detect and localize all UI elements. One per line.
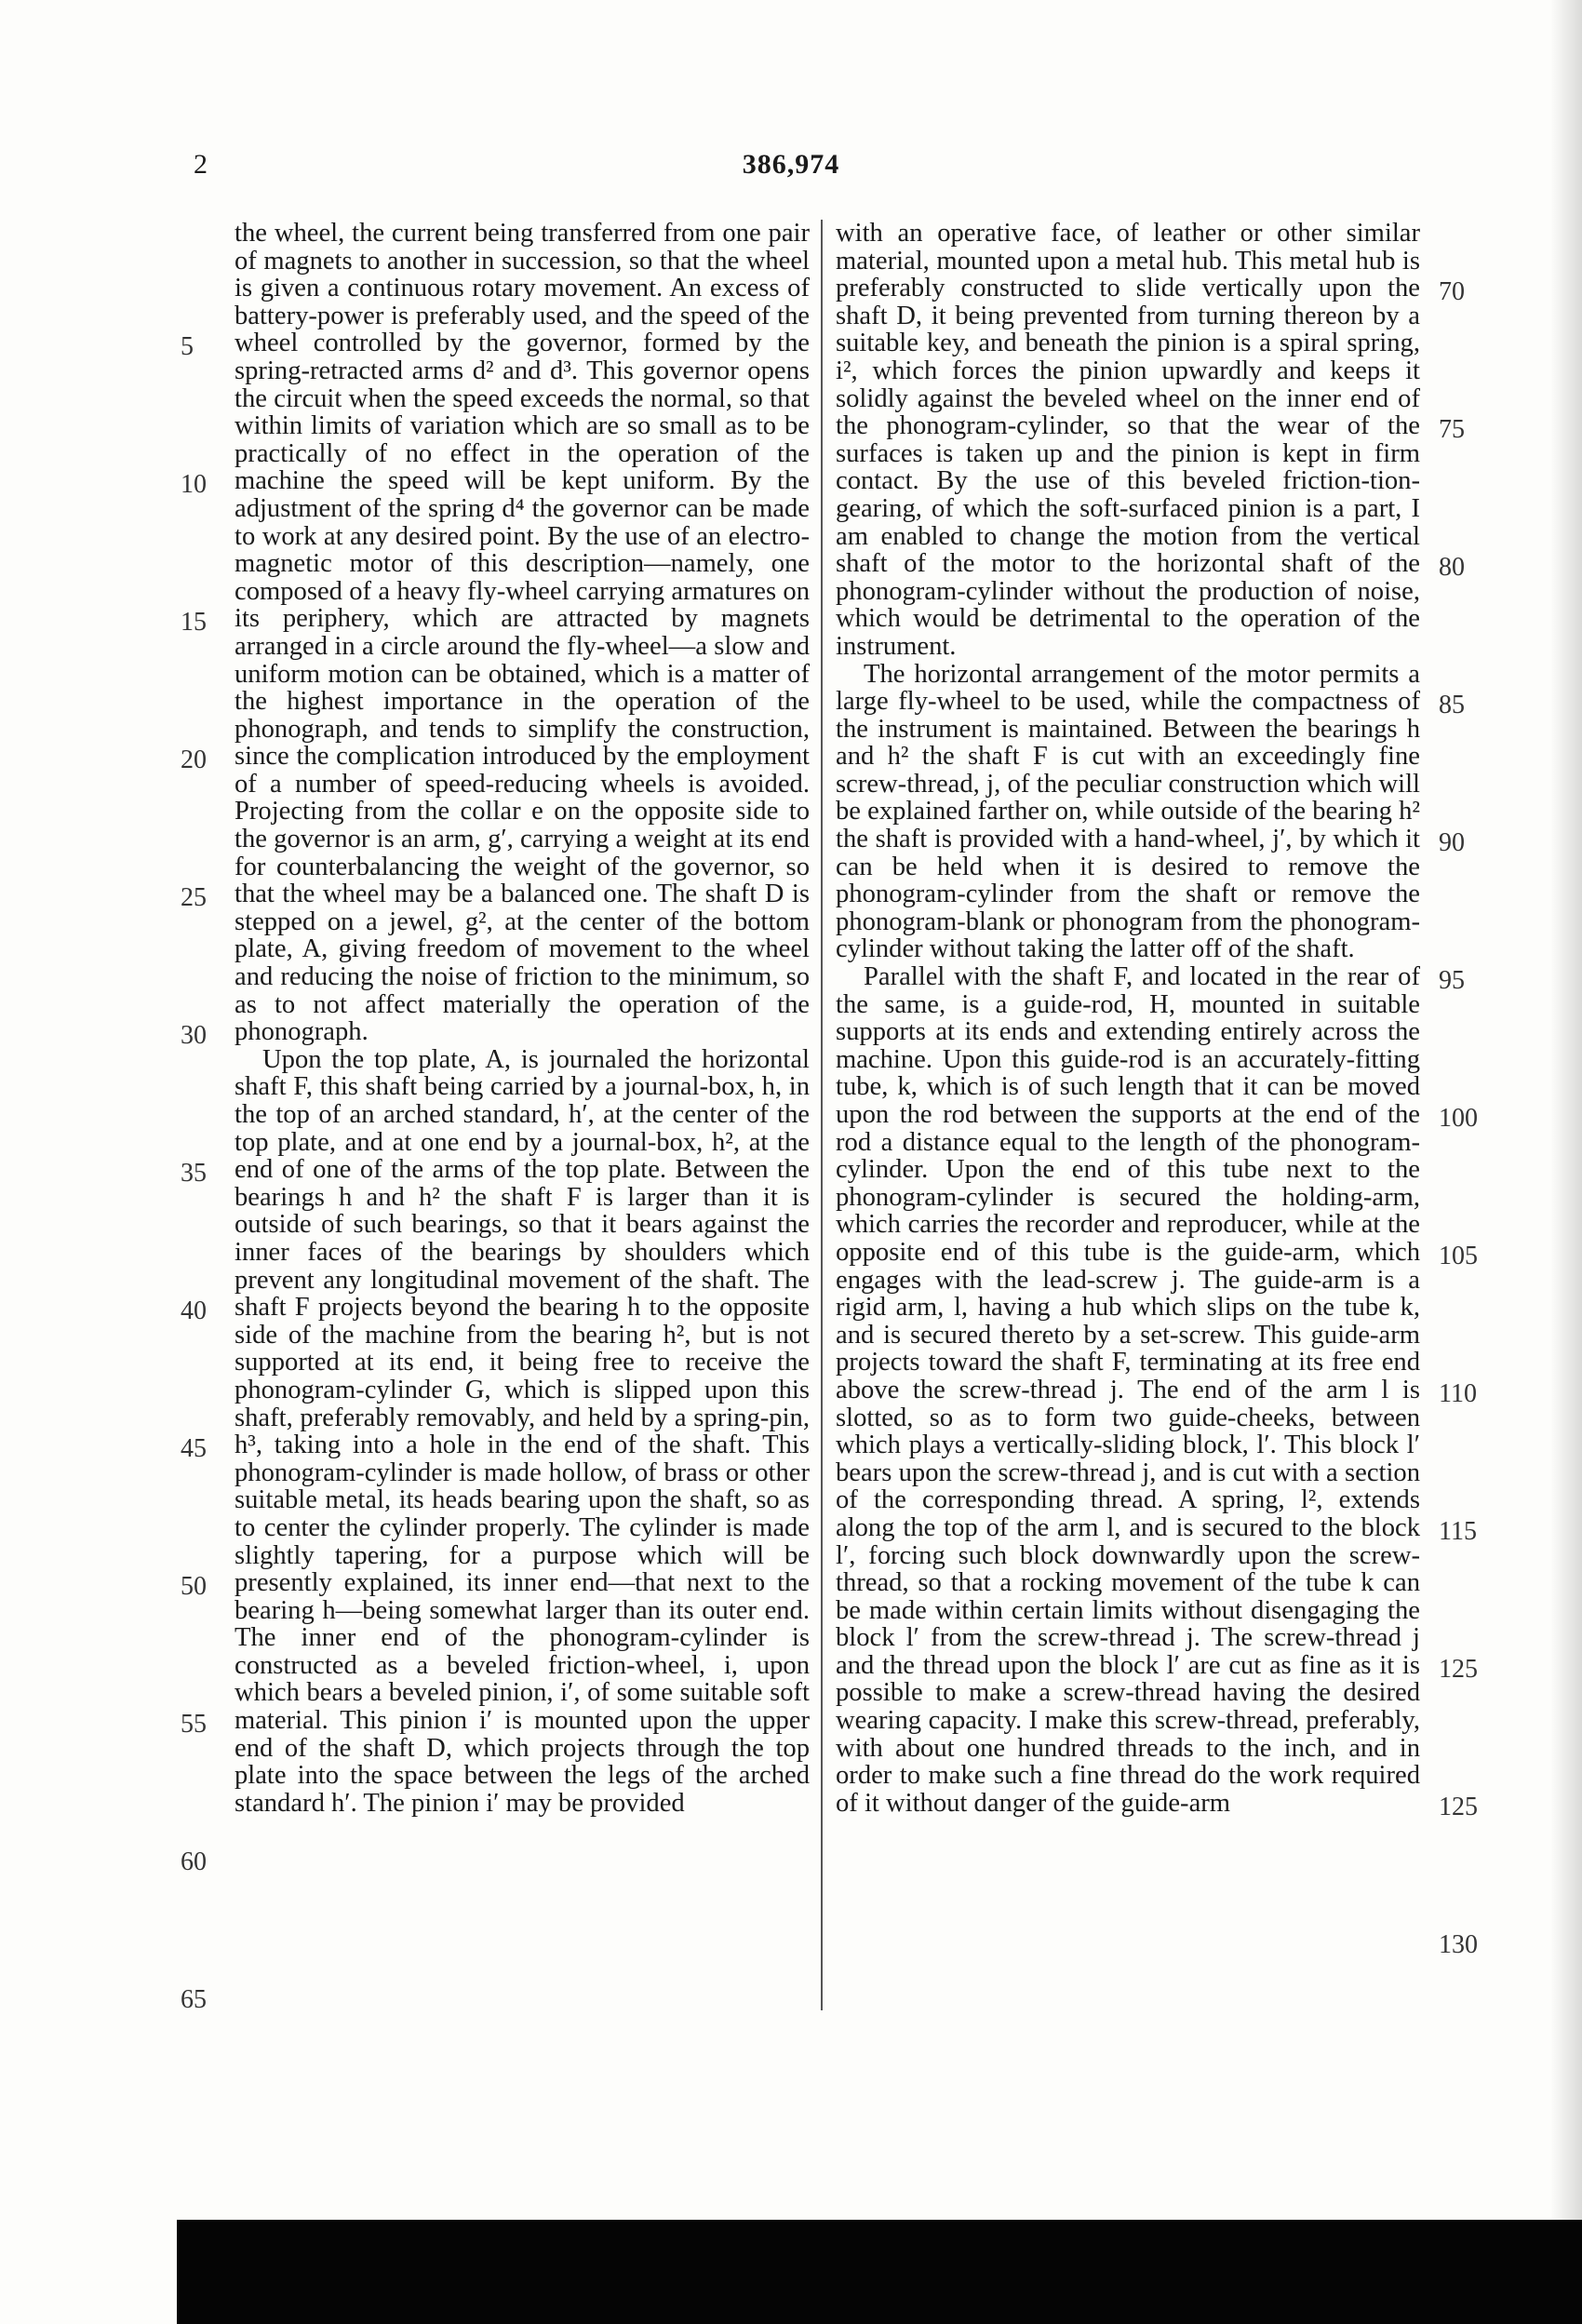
line-number: 95 bbox=[1439, 966, 1465, 995]
line-number: 35 bbox=[181, 1159, 207, 1188]
line-number: 55 bbox=[181, 1710, 207, 1739]
line-number: 115 bbox=[1439, 1517, 1477, 1546]
left-paragraph-1: the wheel, the current being transferred from one pair of magnets to another in succession, so that the wheel is given a continuous rotary movement. An excess of battery-power is preferably used, and the speed of the wheel controlled by the governor, formed by the spring-retracted arms d² and d³. This governor opens the circuit when the speed exceeds the normal, so that within limits of variation which are so small as to be practically of no effect in the operation of the machine the speed will be kept uniform. By the adjustment of the spring d⁴ the governor can be made to work at any desired point. By the use of an electro-magnetic motor of this description—namely, one composed of a heavy fly-wheel carrying armatures on its periphery, which are attracted by magnets arranged in a circle around the fly-wheel—a slow and uniform motion can be obtained, which is a matter of the highest importance in the operation of the phonograph, and tends to simplify the construction, since the complication introduced by the employment of a number of speed-reducing wheels is avoided. Projecting from the collar e on the opposite side to the governor is an arm, g′, carrying a weight at its end for counterbalancing the weight of the governor, so that the wheel may be a balanced one. The shaft D is stepped on a jewel, g², at the center of the bottom plate, A, giving freedom of movement to the wheel and reducing the noise of friction to the minimum, so as to not affect materially the operation of the phonograph. bbox=[235, 219, 810, 1047]
line-number: 125 bbox=[1439, 1655, 1478, 1684]
line-number: 40 bbox=[181, 1296, 207, 1325]
line-number: 80 bbox=[1439, 553, 1465, 582]
scan-bottom-bar bbox=[177, 2220, 1582, 2324]
line-number: 75 bbox=[1439, 415, 1465, 444]
line-number: 70 bbox=[1439, 277, 1465, 306]
line-number: 45 bbox=[181, 1434, 207, 1463]
line-number: 130 bbox=[1439, 1930, 1478, 1959]
line-number: 100 bbox=[1439, 1104, 1478, 1133]
line-number: 85 bbox=[1439, 691, 1465, 719]
line-number: 20 bbox=[181, 746, 207, 774]
line-number: 90 bbox=[1439, 828, 1465, 857]
right-paragraph-2: The horizontal arrangement of the motor permits a large fly-wheel to be used, while the compactness of the instrument is maintained. Between the bearings h and h² the shaft F is cut with an exceedingly fine screw-thread, j, of the peculiar construction which will be explained farther on, while outside of the bearing h² the shaft is provided with a hand-wheel, j′, by which it can be held when it is desired to remove the phonogram-cylinder from the shaft or remove the phonogram-blank or phonogram from the phonogram-cylinder without taking the latter off of the shaft. bbox=[836, 659, 1420, 964]
line-number: 110 bbox=[1439, 1379, 1477, 1408]
line-number: 25 bbox=[181, 883, 207, 912]
left-column bbox=[235, 220, 810, 1817]
line-number: 60 bbox=[181, 1847, 207, 1876]
line-number: 5 bbox=[181, 332, 194, 361]
right-paragraph-3: Parallel with the shaft F, and located in the rear of the same, is a guide-rod, H, mounted in suitable supports at its ends and extending entirely across the machine. Upon this guide-rod is an accurately-fitting tube, k, which is of such length that it can be moved upon the rod between the supports at the end of the rod a distance equal to the length of the phonogram-cylinder. Upon the end of this tube next to the phonogram-cylinder is secured the holding-arm, which carries the recorder and reproducer, while at the opposite end of this tube is the guide-arm, which engages with the lead-screw j. The guide-arm is a rigid arm, l, having a hub which slips on the tube k, and is secured thereto by a set-screw. This guide-arm projects toward the shaft F, terminating at its free end above the screw-thread j. The end of the arm l is slotted, so as to form two guide-cheeks, between which plays a vertically-sliding block, l′. This block l′ bears upon the screw-thread j, and is cut with a section of the corresponding thread. A spring, l², extends along the top of the arm l, and is secured to the block l′, forcing such block downwardly upon the screw-thread, so that a rocking movement of the tube k can be made within certain limits without disengaging the block l′ from the screw-thread j. The screw-thread j and the thread upon the block l′ are cut as fine as it is possible to make a screw-thread having the desired wearing capacity. I make this screw-thread, preferably, with about one hundred threads to the inch, and in order to make such a fine thread do the work required of it without danger of the guide-arm bbox=[836, 962, 1420, 1818]
left-paragraph-2: Upon the top plate, A, is journaled the horizontal shaft F, this shaft being carried by a journal-box, h, in the top of an arched standard, h′, at the center of the top plate, and at one end by a journal-box, h², at the end of one of the arms of the top plate. Between the bearings h and h² the shaft F is larger than it is outside of such bearings, so that it bears against the inner faces of the bearings by shoulders which prevent any longitudinal movement of the shaft. The shaft F projects beyond the bearing h to the opposite side of the machine from the bearing h², but is not supported at its end, it being free to receive the phonogram-cylinder G, which is slipped upon this shaft, preferably removably, and held by a spring-pin, h³, taking into a hole in the end of the shaft. This phonogram-cylinder is made hollow, of brass or other suitable metal, its heads bearing upon the shaft, so as to center the cylinder properly. The cylinder is made slightly tapering, for a purpose which will be presently explained, its inner end—that next to the bearing h—being somewhat larger than its outer end. The inner end of the phonogram-cylinder is constructed as a beveled friction-wheel, i, upon which bears a beveled pinion, i′, of some suitable soft material. This pinion i′ is mounted upon the upper end of the shaft D, which projects through the top plate into the space between the legs of the arched standard h′. The pinion i′ may be provided bbox=[235, 1044, 810, 1818]
column-divider bbox=[821, 220, 823, 2010]
line-number: 10 bbox=[181, 470, 207, 499]
patent-number: 386,974 bbox=[742, 149, 840, 180]
line-number: 15 bbox=[181, 608, 207, 637]
right-column bbox=[836, 220, 1420, 1817]
scan-edge-shadow bbox=[1550, 0, 1582, 2220]
page-number: 2 bbox=[194, 149, 208, 180]
line-number: 30 bbox=[181, 1021, 207, 1050]
line-number: 105 bbox=[1439, 1242, 1478, 1270]
right-paragraph-1: with an operative face, of leather or other similar material, mounted upon a metal hub. This metal hub is preferably constructed to slide vertically upon the shaft D, it being prevented from turning thereon by a suitable key, and beneath the pinion is a spiral spring, i², which forces the pinion upwardly and keeps it solidly against the beveled wheel on the inner end of the phonogram-cylinder, so that the wear of the surfaces is taken up and the pinion is kept in firm contact. By the use of this beveled friction-tion-gearing, of which the soft-surfaced pinion is a part, I am enabled to change the motion from the vertical shaft of the motor to the horizontal shaft of the phonogram-cylinder without the production of noise, which would be detrimental to the operation of the instrument. bbox=[836, 219, 1420, 661]
line-number: 50 bbox=[181, 1572, 207, 1601]
line-number: 65 bbox=[181, 1985, 207, 2014]
line-number: 125 bbox=[1439, 1793, 1478, 1821]
